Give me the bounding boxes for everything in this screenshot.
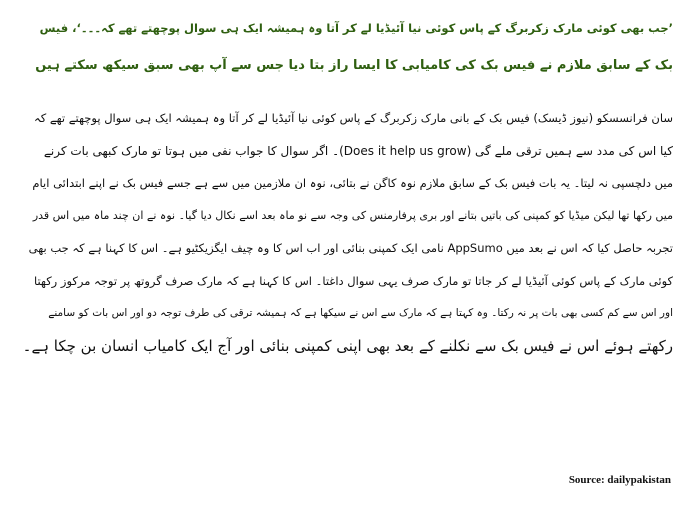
body-line: کیا اس کی مدد سے ہمیں ترقی ملے گی (Does it help us grow)۔ اگر سوال کا جواب نفی میں ہوتا تو مارک کبھی بات کرنے xyxy=(43,143,673,158)
article-body xyxy=(20,102,673,362)
headline-line: بک کے سابق ملازم نے فیس بک کی کامیابی کا ایسا راز بتا دیا جس سے آپ بھی سبق سیکھ سکتے ہیں xyxy=(35,58,673,73)
body-line: اور اس سے کم کسی بھی بات پر نہ رکتا۔ وہ کہتا ہے کہ مارک سے اس نے سیکھا ہے کہ ہمیشہ ترقی کی طرف توجہ دو اور اس بات کو سامنے xyxy=(48,307,673,319)
body-line: میں دلچسپی نہ لیتا۔ یہ بات فیس بک کے سابق ملازم نوہ کاگن نے بتائی، نوہ ان ملازمین میں سے ہے جسے فیس بک نے اپنے ابتدائی ایام xyxy=(32,176,673,190)
body-line: رکھتے ہوئے اس نے فیس بک سے نکلنے کے بعد بھی اپنی کمپنی بنائی اور آج ایک کامیاب انسان بن چکا ہے۔ xyxy=(22,336,673,355)
body-line: سان فرانسسکو (نیوز ڈیسک) فیس بک کے بانی مارک زکربرگ کے پاس کوئی نیا آئیڈیا لے کر آتا وہ ہمیشہ ایک ہی سوال پوچھتے تھے کہ xyxy=(34,111,673,125)
body-line: کوئی مارک کے پاس کوئی آئیڈیا لے کر جاتا تو مارک صرف یہی سوال داغتا۔ اس کا کہنا ہے کہ مارک صرف گروتھ پر توجہ مرکوز رکھتا xyxy=(33,273,673,288)
headline xyxy=(20,10,673,84)
body-line: میں رکھا تھا لیکن میڈیا کو کمپنی کی باتیں بتانے اور بری پرفارمنس کی وجہ سے نو ماہ بعد اسے نکال دیا گیا۔ نوہ نے ان چند ماہ میں اس قدر xyxy=(32,208,673,222)
body-line: تجربہ حاصل کیا کہ اس نے بعد میں AppSumo نامی ایک کمپنی بنائی اور اب اس کا وہ چیف ایگزیکٹیو ہے۔ اس کا کہنا ہے کہ جب بھی xyxy=(28,241,673,255)
source-credit: Source: dailypakistan xyxy=(568,474,671,486)
headline-line: ’جب بھی کوئی مارک زکربرگ کے پاس کوئی نیا آئیڈیا لے کر آتا وہ ہمیشہ ایک ہی سوال پوچھتے تھے کہ۔۔۔‘، فیس xyxy=(39,21,673,35)
